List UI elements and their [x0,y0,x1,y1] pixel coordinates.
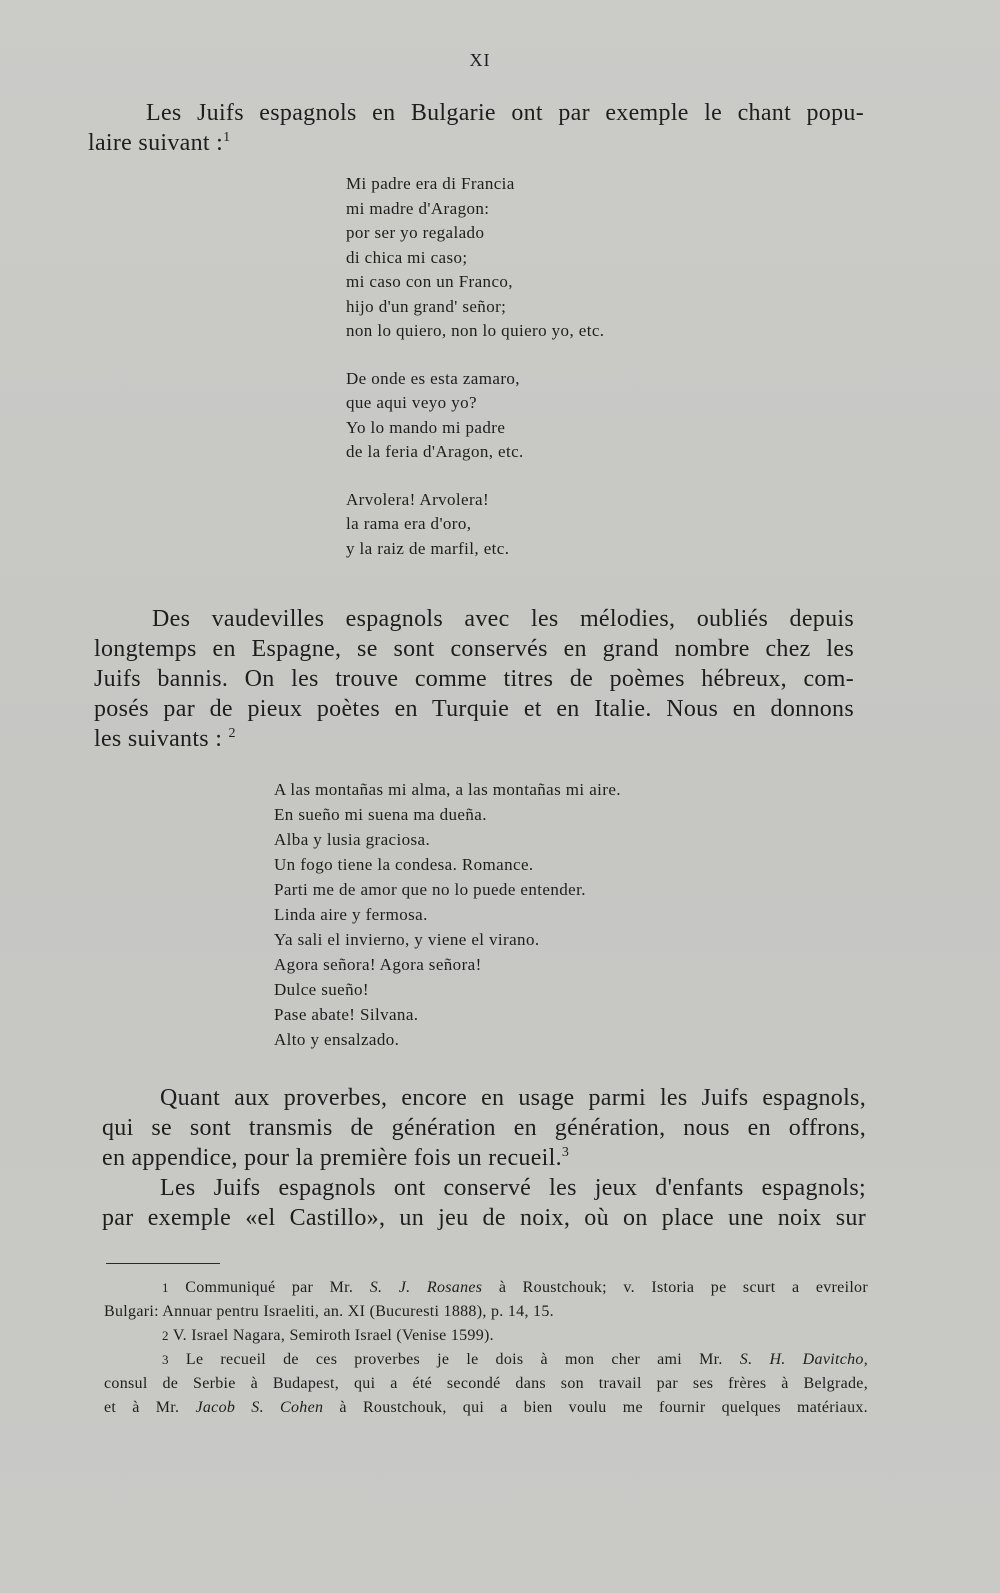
verse-line: Mi padre era di Francia [346,174,515,193]
footnote-text-line [104,1396,868,1420]
person-name: Jacob S. Cohen [195,1399,324,1416]
footnote-text: Communiqué par Mr. [185,1279,354,1296]
text-line: posés par de pieux poètes en Turquie et en Italie. Nous en donnons [94,696,854,722]
footnote-number: 1 [162,1280,169,1295]
list-item: Alba y lusia graciosa. [274,830,431,849]
list-item: Dulce sueño! [274,980,369,999]
verse-line: y la raiz de marfil, etc. [346,538,510,558]
list-item: Un fogo tiene la condesa. Romance. [274,855,534,874]
list-item: A las montañas mi alma, a las montañas mi aire. [274,780,621,799]
footnote-number: 2 [162,1328,169,1343]
text-line: Les Juifs espagnols en Bulgarie ont par exemple le chant popu- [146,100,864,126]
vaudevilles-paragraph [94,604,854,754]
jeux-paragraph [102,1173,866,1233]
footnote-ref: 3 [561,1145,570,1160]
text-line: qui se sont transmis de génération en génération, nous en offrons, [102,1115,866,1141]
text-line [94,724,854,754]
footnote-text: Le recueil de ces proverbes je le dois à mon cher ami Mr. [185,1351,723,1368]
footnote-text: Bulgari: Annuar pentru Israeliti, an. XI (Bucuresti 1888), p. 14, 15. [104,1303,554,1320]
text-line-content: en appendice, pour la première fois un recueil. [102,1145,562,1171]
verse-line: Yo lo mando mi padre [346,417,506,437]
list-item: Parti me de amor que no lo puede entender. [274,880,586,899]
verse-line: que aqui veyo yo? [346,393,477,412]
text-line: Des vaudevilles espagnols avec les mélodies, oubliés depuis [152,606,854,632]
footnote-separator [106,1263,220,1264]
footnote-text: V. Israel Nagara, Semiroth Israel (Venise 1599). [172,1327,494,1344]
footnote-text: à Roustchouk; v. Istoria pe scurt a evreilor [498,1279,868,1296]
verse-line: por ser yo regalado [346,223,485,242]
stanza [346,488,604,562]
list-item: Linda aire y fermosa. [274,905,428,924]
footnote-2 [104,1324,868,1348]
verse-line: de la feria d'Aragon, etc. [346,442,524,461]
verse-line: hijo d'un grand' señor; [346,296,507,316]
verse-line: Arvolera! Arvolera! [346,489,490,509]
footnote-3 [104,1348,868,1372]
text-line [88,128,864,158]
text-line: Quant aux proverbes, encore en usage parmi les Juifs espagnols, [160,1085,866,1111]
list-item: En sueño mi suena ma dueña. [274,805,487,824]
person-name: S. H. Davitcho, [739,1351,869,1368]
proverbes-paragraph [102,1083,866,1173]
verse-line: la rama era d'oro, [346,514,472,533]
stanza [346,172,604,344]
page-number: XI [469,50,491,70]
person-name: S. J. Rosanes [369,1279,483,1296]
text-line-content: les suivants : [94,726,223,752]
list-item: Ya sali el invierno, y viene el virano. [274,930,540,949]
text-line: longtemps en Espagne, se sont conservés en grand nombre chez les [94,636,854,662]
verse-line: mi madre d'Aragon: [346,198,490,218]
verse-line: di chica mi caso; [346,247,468,267]
song-titles-list [274,777,621,1052]
intro-paragraph [88,98,864,158]
text-line: Juifs bannis. On les trouve comme titres de poèmes hébreux, com- [94,666,854,692]
footnotes [104,1276,868,1420]
footnote-ref: 1 [223,130,231,145]
verse-line: mi caso con un Franco, [346,272,513,291]
verse-line: non lo quiero, non lo quiero yo, etc. [346,321,605,340]
text-line [102,1143,866,1173]
song-verses [346,172,604,584]
footnote-text: et à Mr. [104,1399,180,1416]
footnote-ref: 2 [228,726,236,741]
list-item: Pase abate! Silvana. [274,1005,419,1024]
list-item: Alto y ensalzado. [274,1030,400,1049]
verse-line: De onde es esta zamaro, [346,368,520,388]
footnote-number: 3 [162,1352,169,1367]
text-line-content: laire suivant : [88,130,224,156]
stanza [346,367,604,465]
text-line: par exemple «el Castillo», un jeu de noix, où on place une noix sur [102,1205,866,1231]
footnote-text: consul de Serbie à Budapest, qui a été secondé dans son travail par ses frères à Belgrade, [104,1375,868,1392]
list-item: Agora señora! Agora señora! [274,955,482,974]
footnote-1 [104,1276,868,1300]
footnote-text: à Roustchouk, qui a bien voulu me fournir quelques matériaux. [339,1399,868,1416]
text-line: Les Juifs espagnols ont conservé les jeux d'enfants espagnols; [160,1175,866,1201]
